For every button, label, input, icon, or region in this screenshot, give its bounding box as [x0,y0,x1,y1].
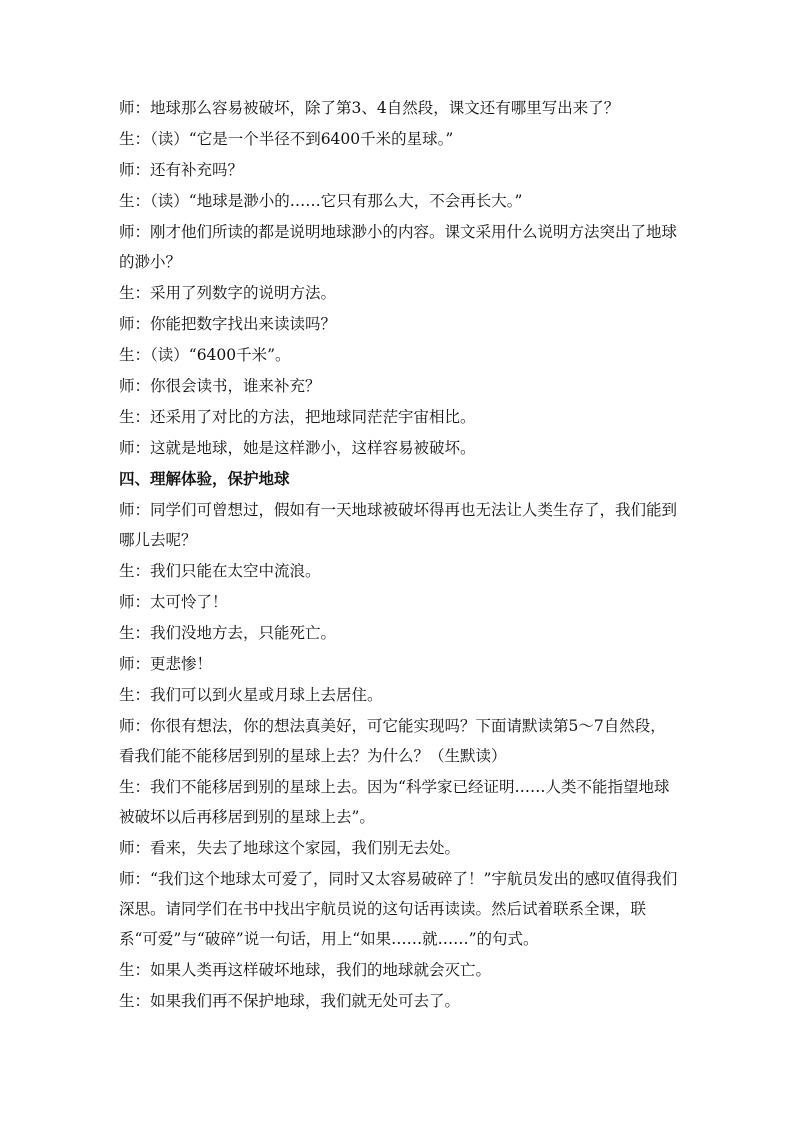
dialogue-text: 采用了列数字的说明方法。 [150,284,337,302]
dialogue-text: 如果我们再不保护地球，我们就无处可去了。 [150,992,461,1010]
dialogue-text: 刚才他们所读的都是说明地球渺小的内容。课文采用什么说明方法突出了地球的渺小？ [119,223,678,271]
dialogue-line [119,991,681,1011]
dialogue-line [119,217,681,277]
dialogue-line [119,98,681,118]
dialogue-text: 同学们可曾想过，假如有一天地球被破坏得再也无法让人类生存了，我们能到哪儿去呢？ [119,501,678,549]
dialogue-text: 更悲惨！ [150,655,213,673]
speaker-label: 师： [119,377,151,395]
dialogue-text: 如果人类再这样破坏地球，我们的地球就会灭亡。 [150,961,492,979]
speaker-label: 师： [119,501,151,519]
dialogue-text: 看来，失去了地球这个家园，我们别无去处。 [150,839,461,857]
speaker-label: 师： [119,717,151,735]
dialogue-line [119,623,681,643]
document-page [119,98,681,1022]
dialogue-line [119,772,681,832]
dialogue-line [119,191,681,211]
dialogue-text: 地球那么容易被破坏，除了第3、4自然段，课文还有哪里写出来了？ [150,99,620,117]
dialogue-text: （读）“6400千米”。 [150,346,291,364]
dialogue-line [119,376,681,396]
speaker-label: 生： [119,686,151,704]
dialogue-line [119,685,681,705]
dialogue-line [119,561,681,581]
dialogue-text: 我们不能移居到别的星球上去。因为“科学家已经证明……人类不能指望地球被破坏以后再移居到别的星球上去”。 [119,778,670,826]
speaker-label: 师： [119,839,151,857]
dialogue-text: 我们没地方去，只能死亡。 [150,624,337,642]
speaker-label: 师： [119,593,151,611]
dialogue-line [119,160,681,180]
speaker-label: 生： [119,130,151,148]
dialogue-text: 太可怜了！ [150,593,228,611]
speaker-label: 生： [119,408,151,426]
speaker-label: 师： [119,439,151,457]
speaker-label: 生： [119,778,151,796]
dialogue-text: （读）“地球是渺小的……它只有那么大，不会再长大。” [150,192,523,210]
dialogue-text: 还采用了对比的方法，把地球同茫茫宇宙相比。 [150,408,476,426]
dialogue-line [119,592,681,612]
speaker-label: 师： [119,315,151,333]
speaker-label: 师： [119,99,151,117]
dialogue-line [119,407,681,427]
speaker-label: 生： [119,992,151,1010]
dialogue-line [119,495,681,555]
dialogue-text: “我们这个地球太可爱了，同时又太容易破碎了！”宇航员发出的感叹值得我们深思。请同学们在书中找出宇航员说的这句话再读读。然后试着联系全课，联系“可爱”与“破碎”说一句话，用上“如果……就……”的句式。 [119,870,678,948]
dialogue-text: 我们只能在太空中流浪。 [150,562,321,580]
dialogue-text: （读）“它是一个半径不到6400千米的星球。” [150,130,454,148]
speaker-label: 生： [119,346,151,364]
section-heading: 四、理解体验，保护地球 [119,470,290,488]
dialogue-line [119,838,681,858]
dialogue-text: 你很会读书，谁来补充？ [150,377,321,395]
dialogue-line [119,345,681,365]
dialogue-line [119,711,681,771]
speaker-label: 师： [119,870,151,888]
speaker-label: 生： [119,284,151,302]
dialogue-text: 你很有想法，你的想法真美好，可它能实现吗？下面请默读第5～7自然段，看我们能不能移居到别的星球上去？为什么？（生默读） [119,717,666,765]
dialogue-line [119,864,681,954]
dialogue-line [119,283,681,303]
dialogue-line [119,654,681,674]
dialogue-line [119,314,681,334]
speaker-label: 生： [119,562,151,580]
dialogue-text: 还有补充吗？ [150,161,244,179]
speaker-label: 生： [119,624,151,642]
speaker-label: 师： [119,161,151,179]
dialogue-text: 你能把数字找出来读读吗？ [150,315,337,333]
speaker-label: 生： [119,961,151,979]
dialogue-text: 我们可以到火星或月球上去居住。 [150,686,383,704]
dialogue-text: 这就是地球，她是这样渺小，这样容易被破坏。 [150,439,476,457]
speaker-label: 生： [119,192,151,210]
dialogue-line [119,129,681,149]
speaker-label: 师： [119,223,151,241]
dialogue-line [119,960,681,980]
speaker-label: 师： [119,655,151,673]
dialogue-line [119,438,681,458]
